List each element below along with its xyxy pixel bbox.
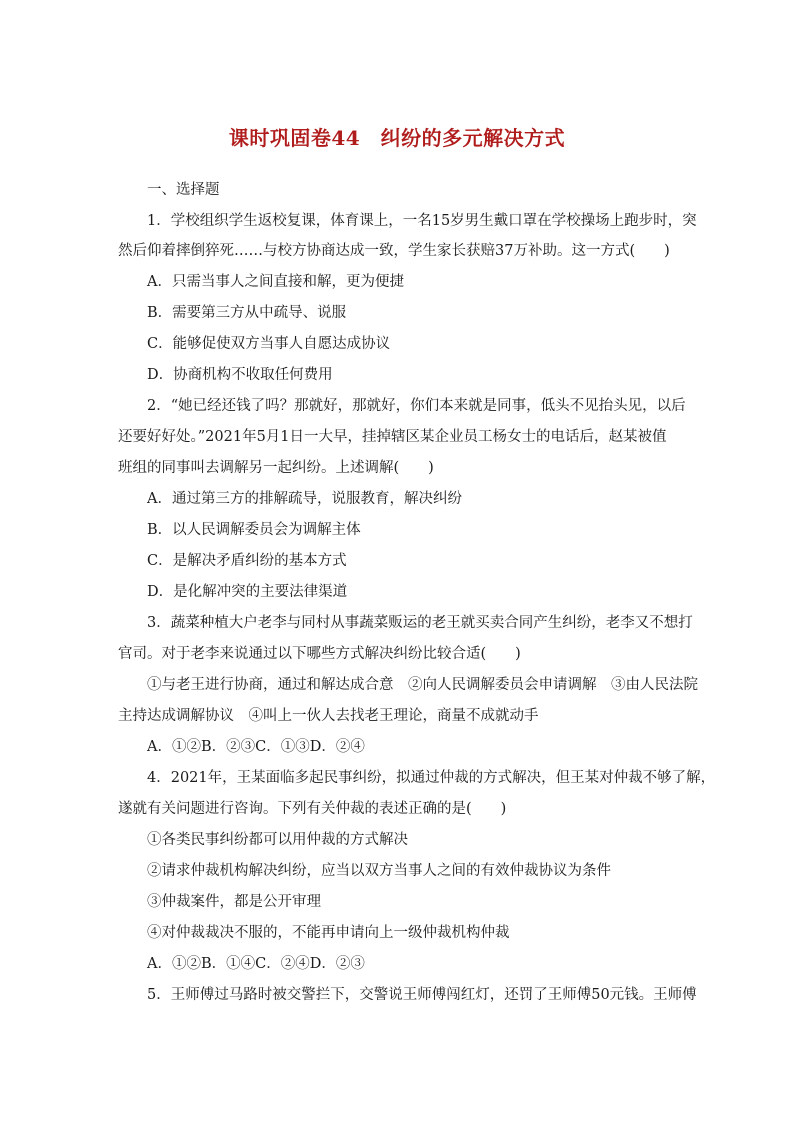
question-4-line-1: 4．2021年，王某面临多起民事纠纷，拟通过仲裁的方式解决，但王某对仲裁不够了解， bbox=[147, 770, 716, 786]
question-5-line-1: 5．王师傅过马路时被交警拦下，交警说王师傅闯红灯，还罚了王师傅50元钱。王师傅 bbox=[147, 987, 697, 1003]
question-4-statement-4: ④对仲裁裁决不服的，不能再申请向上一级仲裁机构仲裁 bbox=[147, 925, 510, 941]
question-4-statement-2: ②请求仲裁机构解决纠纷，应当以双方当事人之间的有效仲裁协议为条件 bbox=[147, 863, 611, 879]
question-2-option-c: C．是解决矛盾纠纷的基本方式 bbox=[147, 553, 347, 569]
question-3-line-2: 官司。对于老李来说通过以下哪些方式解决纠纷比较合适( ) bbox=[118, 646, 521, 662]
question-2-option-d: D．是化解冲突的主要法律渠道 bbox=[147, 584, 348, 600]
question-2-option-a: A．通过第三方的排解疏导，说服教育，解决纠纷 bbox=[147, 491, 462, 507]
question-4-statement-3: ③仲裁案件，都是公开审理 bbox=[147, 894, 321, 910]
question-3-statement-1: ①与老王进行协商，通过和解达成合意 ②向人民调解委员会申请调解 ③由人民法院 bbox=[147, 677, 698, 693]
question-2-option-b: B．以人民调解委员会为调解主体 bbox=[147, 522, 361, 538]
question-1-option-d: D．协商机构不收取任何费用 bbox=[147, 367, 333, 383]
question-3-statement-2: 主持达成调解协议 ④叫上一伙人去找老王理论，商量不成就动手 bbox=[118, 708, 539, 724]
question-4-line-2: 遂就有关问题进行咨询。下列有关仲裁的表述正确的是( ) bbox=[118, 801, 507, 817]
question-1-option-a: A．只需当事人之间直接和解，更为便捷 bbox=[147, 274, 404, 290]
question-2-line-3: 班组的同事叫去调解另一起纠纷。上述调解( ) bbox=[118, 460, 434, 476]
question-3-answer-choices: A．①②B．②③C．①③D．②④ bbox=[147, 739, 365, 755]
question-1-line-1: 1．学校组织学生返校复课，体育课上，一名15岁男生戴口罩在学校操场上跑步时，突 bbox=[147, 213, 697, 229]
question-4-answer-choices: A．①②B．①④C．②④D．②③ bbox=[147, 956, 365, 972]
question-1-line-2: 然后仰着摔倒猝死……与校方协商达成一致，学生家长获赔37万补助。这一方式( ) bbox=[118, 243, 670, 259]
document-title: 课时巩固卷44 纠纷的多元解决方式 bbox=[228, 126, 566, 150]
question-4-statement-1: ①各类民事纠纷都可以用仲裁的方式解决 bbox=[147, 832, 408, 848]
question-2-line-1: 2．“她已经还钱了吗？那就好，那就好，你们本来就是同事，低头不见抬头见，以后 bbox=[147, 398, 686, 414]
question-3-line-1: 3．蔬菜种植大户老李与同村从事蔬菜贩运的老王就买卖合同产生纠纷，老李又不想打 bbox=[147, 615, 693, 631]
question-2-line-2: 还要好好处。”2021年5月1日一大早，挂掉辖区某企业员工杨女士的电话后，赵某被值 bbox=[118, 429, 667, 445]
question-1-option-c: C．能够促使双方当事人自愿达成协议 bbox=[147, 336, 391, 352]
question-1-option-b: B．需要第三方从中疏导、说服 bbox=[147, 305, 347, 321]
section-heading: 一、选择题 bbox=[147, 182, 220, 198]
